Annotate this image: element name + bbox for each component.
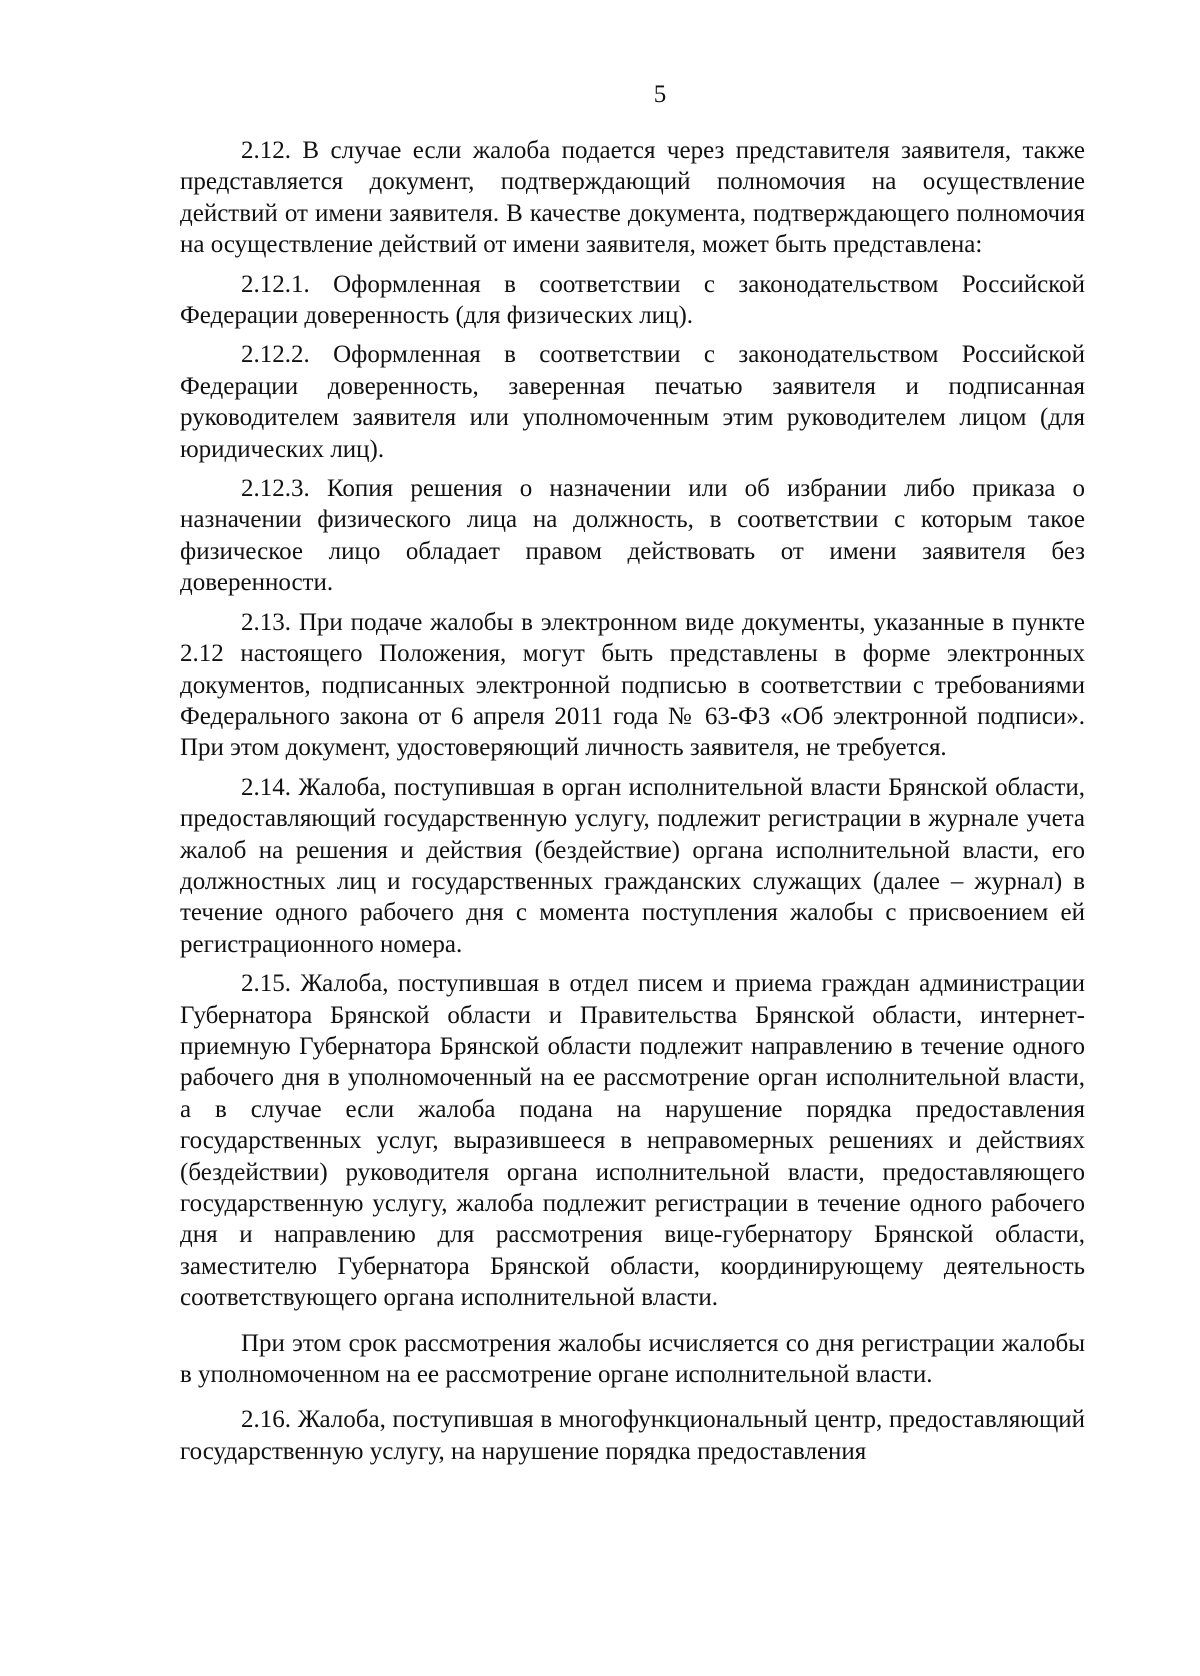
paragraph-2-12-3: 2.12.3. Копия решения о назначении или об избрании либо приказа о назначении физического лица на должность, в соответствии с которым такое физическое лицо обладает правом действовать от имени заявителя без доверенности. [180,475,1085,597]
page-number: 5 [653,81,667,108]
paragraph-2-12-1: 2.12.1. Оформленная в соответствии с законодательством Российской Федерации доверенность (для физических лиц). [180,270,1085,330]
paragraph-2-13: 2.13. При подаче жалобы в электронном виде документы, указанные в пункте 2.12 настоящего Положения, могут быть представлены в форме электронных документов, подписанных электронной подписью в соответствии с требованиями Федерального закона от 6 апреля 2011 года № 63-ФЗ «Об электронной подписи». При этом документ, удостоверяющий личность заявителя, не требуется. [180,608,1085,762]
document-body [180,135,1085,1467]
paragraph-2-15: 2.15. Жалоба, поступившая в отдел писем и приема граждан администрации Губернатора Брянской области и Правительства Брянской области, интернет-приемную Губернатора Брянской области подлежит направлению в течение одного рабочего дня в уполномоченный на ее рассмотрение орган исполнительной власти, а в случае если жалоба подана на нарушение порядка предоставления государственных услуг, выразившееся в неправомерных решениях и действиях (бездействии) руководителя органа исполнительной власти, предоставляющего государственную услугу, жалоба подлежит регистрации в течение одного рабочего дня и направлению для рассмотрения вице-губернатору Брянской области, заместителю Губернатора Брянской области, координирующему деятельность соответствующего органа исполнительной власти. [180,970,1085,1312]
paragraph-2-16: 2.16. Жалоба, поступившая в многофункциональный центр, предоставляющий государственную услугу, на нарушение порядка предоставления [180,1406,1085,1465]
paragraph-review-term: При этом срок рассмотрения жалобы исчисляется со дня регистрации жалобы в уполномоченном на ее рассмотрение органе исполнительной власти. [180,1329,1085,1389]
paragraph-2-14: 2.14. Жалоба, поступившая в орган исполнительной власти Брянской области, предоставляющий государственную услугу, подлежит регистрации в журнале учета жалоб на решения и действия (бездействие) органа исполнительной власти, его должностных лиц и государственных гражданских служащих (далее – журнал) в течение одного рабочего дня с момента поступления жалобы с присвоением ей регистрационного номера. [180,773,1085,958]
paragraph-2-12-2: 2.12.2. Оформленная в соответствии с законодательством Российской Федерации доверенность, заверенная печатью заявителя и подписанная руководителем заявителя или уполномоченным этим руководителем лицом (для юридических лиц). [180,341,1085,463]
paragraph-2-12: 2.12. В случае если жалоба подается через представителя заявителя, также представляется документ, подтверждающий полномочия на осуществление действий от имени заявителя. В качестве документа, подтверждающего полномочия на осуществление действий от имени заявителя, может быть представлена: [180,137,1085,259]
